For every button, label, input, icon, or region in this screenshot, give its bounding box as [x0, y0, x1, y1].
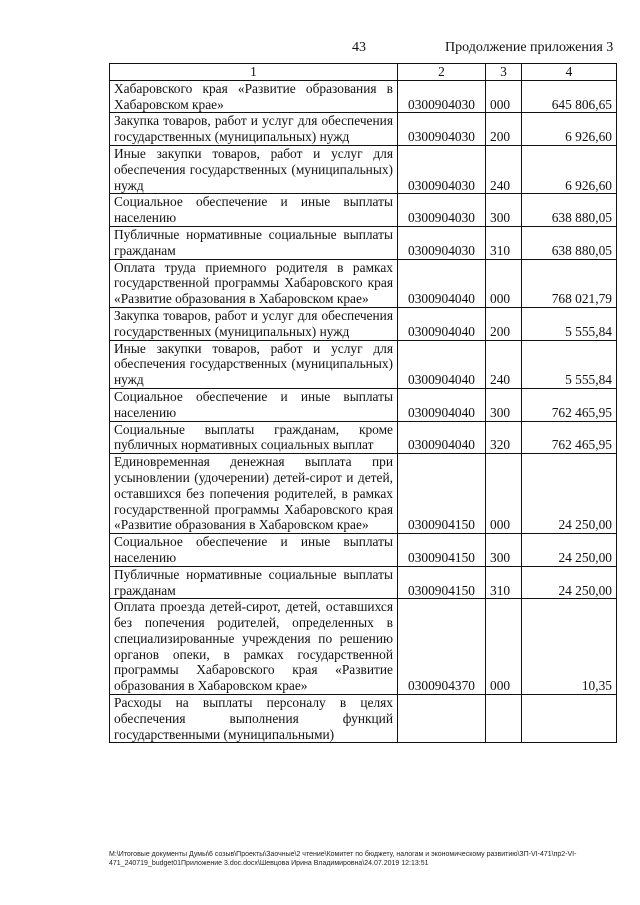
column-header: 4	[522, 64, 617, 81]
code-cell: 0300904040	[398, 421, 486, 454]
description-cell: Публичные нормативные социальные выплаты гражданам	[110, 566, 398, 599]
description-cell: Расходы на выплаты персоналу в целях обеспечения выполнения функций государственными (муниципальными)	[110, 695, 398, 743]
type-cell: 000	[486, 454, 522, 534]
code-cell: 0300904030	[398, 194, 486, 227]
amount-cell: 6 926,60	[522, 145, 617, 193]
code-cell: 0300904150	[398, 566, 486, 599]
amount-cell: 645 806,65	[522, 80, 617, 113]
description-cell: Оплата труда приемного родителя в рамках государственной программы Хабаровского края «Развитие образования в Хабаровском крае»	[110, 259, 398, 307]
table-row	[110, 145, 617, 193]
type-cell: 200	[486, 113, 522, 146]
type-cell	[486, 695, 522, 743]
column-header: 2	[398, 64, 486, 81]
amount-cell: 768 021,79	[522, 259, 617, 307]
description-cell: Социальное обеспечение и иные выплаты населению	[110, 388, 398, 421]
amount-cell: 24 250,00	[522, 566, 617, 599]
table-row	[110, 113, 617, 146]
code-cell: 0300904030	[398, 145, 486, 193]
type-cell: 000	[486, 80, 522, 113]
code-cell: 0300904040	[398, 340, 486, 388]
code-cell: 0300904030	[398, 226, 486, 259]
document-path-footer: M:\Итоговые документы Думы\6 созыв\Проекты\Заочные\2 чтение\Комитет по бюджету, налогам и экономическому развитию\ЗП-VI-471\пр2-VI-471_240719_budget01Приложение 3.doc.docx\Шевцова Ирина Владимировна\24.07.2019 12:13:51	[109, 851, 577, 867]
type-cell: 000	[486, 259, 522, 307]
amount-cell: 24 250,00	[522, 534, 617, 567]
table-row	[110, 194, 617, 227]
table-row	[110, 695, 617, 743]
type-cell: 310	[486, 226, 522, 259]
column-header: 1	[110, 64, 398, 81]
type-cell: 310	[486, 566, 522, 599]
table-row	[110, 226, 617, 259]
type-cell: 300	[486, 534, 522, 567]
table-row	[110, 566, 617, 599]
description-cell: Закупка товаров, работ и услуг для обеспечения государственных (муниципальных) нужд	[110, 113, 398, 146]
amount-cell: 638 880,05	[522, 194, 617, 227]
page-number: 43	[352, 40, 366, 55]
continuation-label: Продолжение приложения 3	[445, 40, 614, 55]
code-cell: 0300904040	[398, 388, 486, 421]
table-row	[110, 454, 617, 534]
table-header-row	[110, 64, 617, 81]
amount-cell: 638 880,05	[522, 226, 617, 259]
code-cell: 0300904370	[398, 599, 486, 695]
amount-cell: 24 250,00	[522, 454, 617, 534]
code-cell: 0300904040	[398, 259, 486, 307]
description-cell: Единовременная денежная выплата при усыновлении (удочерении) детей-сирот и детей, оставшихся без попечения родителей, в рамках государственной программы Хабаровского края «Развитие образования в Хабаровском крае»	[110, 454, 398, 534]
type-cell: 240	[486, 340, 522, 388]
description-cell: Социальное обеспечение и иные выплаты населению	[110, 194, 398, 227]
amount-cell: 10,35	[522, 599, 617, 695]
table-row	[110, 340, 617, 388]
column-header: 3	[486, 64, 522, 81]
code-cell: 0300904030	[398, 113, 486, 146]
amount-cell: 5 555,84	[522, 340, 617, 388]
description-cell: Иные закупки товаров, работ и услуг для обеспечения государственных (муниципальных) нужд	[110, 145, 398, 193]
amount-cell	[522, 695, 617, 743]
table-row	[110, 421, 617, 454]
type-cell: 300	[486, 194, 522, 227]
type-cell: 200	[486, 307, 522, 340]
table-row	[110, 388, 617, 421]
amount-cell: 5 555,84	[522, 307, 617, 340]
code-cell: 0300904030	[398, 80, 486, 113]
code-cell: 0300904150	[398, 454, 486, 534]
description-cell: Закупка товаров, работ и услуг для обеспечения государственных (муниципальных) нужд	[110, 307, 398, 340]
description-cell: Иные закупки товаров, работ и услуг для обеспечения государственных (муниципальных) нужд	[110, 340, 398, 388]
description-cell: Социальные выплаты гражданам, кроме публичных нормативных социальных выплат	[110, 421, 398, 454]
table-row	[110, 599, 617, 695]
table-row	[110, 80, 617, 113]
type-cell: 320	[486, 421, 522, 454]
table-row	[110, 534, 617, 567]
table-row	[110, 259, 617, 307]
type-cell: 000	[486, 599, 522, 695]
type-cell: 240	[486, 145, 522, 193]
table-row	[110, 307, 617, 340]
description-cell: Публичные нормативные социальные выплаты гражданам	[110, 226, 398, 259]
budget-table	[109, 63, 617, 743]
type-cell: 300	[486, 388, 522, 421]
description-cell: Социальное обеспечение и иные выплаты населению	[110, 534, 398, 567]
code-cell: 0300904150	[398, 534, 486, 567]
description-cell: Оплата проезда детей-сирот, детей, оставшихся без попечения родителей, определенных в специализированные учреждения по решению органов опеки, в рамках государственной программы Хабаровского края «Развитие образования в Хабаровском крае»	[110, 599, 398, 695]
amount-cell: 762 465,95	[522, 388, 617, 421]
amount-cell: 762 465,95	[522, 421, 617, 454]
code-cell	[398, 695, 486, 743]
code-cell: 0300904040	[398, 307, 486, 340]
amount-cell: 6 926,60	[522, 113, 617, 146]
description-cell: Хабаровского края «Развитие образования в Хабаровском крае»	[110, 80, 398, 113]
